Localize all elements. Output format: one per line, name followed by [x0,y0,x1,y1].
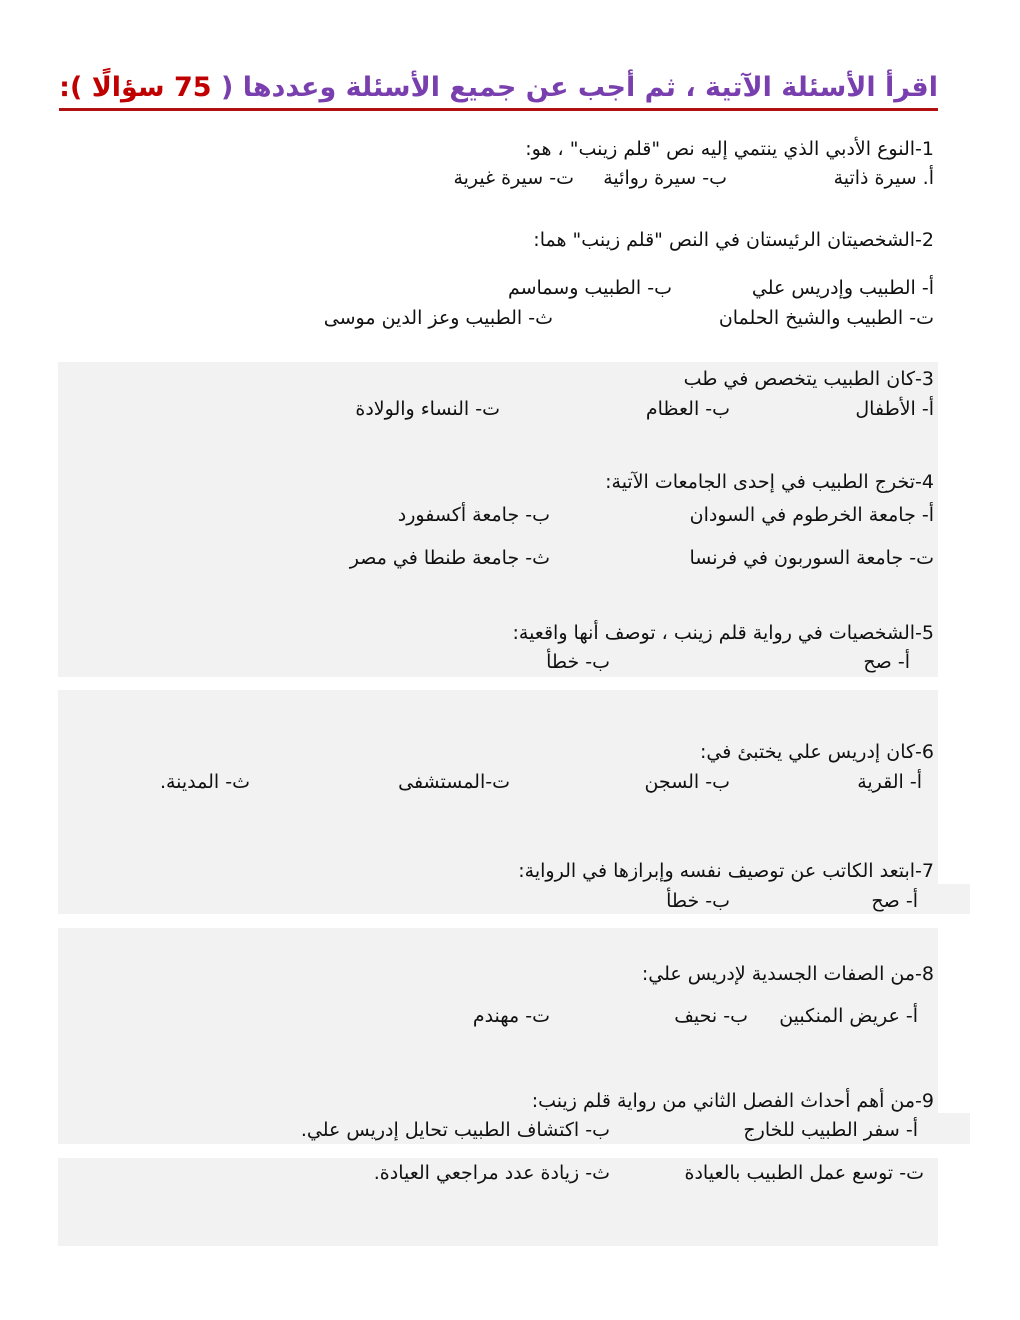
question-5 [512,621,934,645]
q2-option-a: أ- الطبيب وإدريس علي [751,277,934,299]
question-4 [605,470,934,494]
question-text: كان الطبيب يتخصص في طب [683,368,916,390]
q6-option-c: ت-المستشفى [398,771,510,793]
question-text: كان إدريس علي يختبئ في: [700,741,916,763]
title-count: 75 [173,72,212,103]
question-text: تخرج الطبيب في إحدى الجامعات الآتية: [605,471,916,493]
question-text: من الصفات الجسدية لإدريس علي: [641,963,916,985]
q6-option-d: ث- المدينة. [159,771,250,793]
q3-option-a: أ- الأطفال [855,398,934,420]
q4-option-d: ث- جامعة طنطا في مصر [349,547,550,569]
question-text: النوع الأدبي الذي ينتمي إليه نص "قلم زينب" ، هو: [525,138,916,160]
question-1 [525,137,934,161]
q5-option-a: أ- صح [863,651,910,673]
question-number: 1- [915,138,934,160]
question-number: 5- [915,622,934,644]
question-text: الشخصيات في رواية قلم زينب ، توصف أنها واقعية: [512,622,916,644]
question-8 [642,962,934,986]
q3-option-c: ت- النساء والولادة [355,398,500,420]
title-word: سؤالًا ): [59,72,165,103]
q1-option-b: ب- سيرة روائية [603,167,727,189]
q9-option-d: ث- زيادة عدد مراجعي العيادة. [373,1162,610,1184]
q8-option-c: ت- مهندم [472,1005,550,1027]
page-title [59,70,938,111]
q9-option-c: ت- توسع عمل الطبيب بالعيادة [684,1162,924,1184]
q1-option-c: ت- سيرة غيرية [453,167,574,189]
title-main: اقرأ الأسئلة الآتية ، ثم أجب عن جميع الأسئلة وعددها [242,72,938,103]
question-9 [532,1089,934,1113]
q5-option-b: ب- خطأ [546,651,610,673]
question-number: 9- [915,1090,934,1112]
q8-option-a: أ- عريض المنكبين [779,1005,918,1027]
q4-option-b: ب- جامعة أكسفورد [397,504,550,526]
q4-option-a: أ- جامعة الخرطوم في السودان [689,504,934,526]
question-text: ابتعد الكاتب عن توصيف نفسه وإبرازها في الرواية: [518,860,916,882]
q2-option-c: ت- الطبيب والشيخ الحلمان [718,307,934,329]
q2-option-d: ث- الطبيب وعز الدين موسى [323,307,553,329]
q7-option-b: ب- خطأ [666,890,730,912]
question-3 [684,367,934,391]
question-number: 6- [915,741,934,763]
q4-option-c: ت- جامعة السوربون في فرنسا [689,547,934,569]
q9-option-b: ب- اكتشاف الطبيب تحايل إدريس علي. [300,1119,610,1141]
q7-option-a: أ- صح [871,890,918,912]
q6-option-b: ب- السجن [644,771,730,793]
q8-option-b: ب- نحيف [674,1005,748,1027]
question-text: من أهم أحداث الفصل الثاني من رواية قلم زينب: [531,1090,916,1112]
question-6 [700,740,934,764]
question-2 [533,228,934,252]
question-number: 7- [915,860,934,882]
q2-option-b: ب- الطبيب وسماسم [507,277,672,299]
question-7 [518,859,934,883]
q1-option-a: أ. سيرة ذاتية [833,167,934,189]
q3-option-b: ب- العظام [645,398,730,420]
question-number: 4- [915,471,934,493]
title-open-paren: ( [220,72,234,103]
q9-option-a: أ- سفر الطبيب للخارج [743,1119,918,1141]
q6-option-a: أ- القرية [857,771,922,793]
question-text: الشخصيتان الرئيستان في النص "قلم زينب" هما: [533,229,916,251]
question-number: 2- [915,229,934,251]
question-number: 3- [915,368,934,390]
shaded-block-2-strip [58,884,970,914]
question-number: 8- [915,963,934,985]
